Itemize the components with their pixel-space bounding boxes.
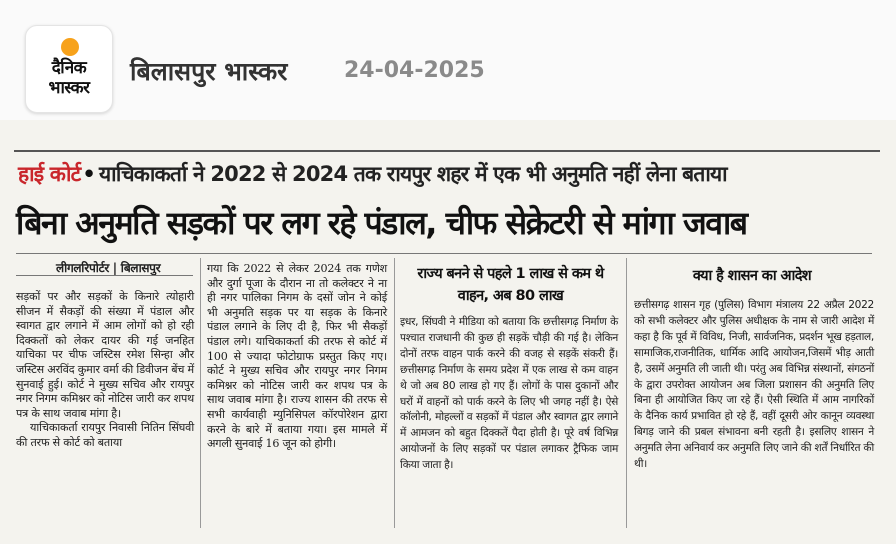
column-3: इधर, सिंघवी ने मीडिया को बताया कि छत्तीसगढ़ निर्माण के पश्चात राजधानी की कुछ ही सड़कें चौड़ी की गई है। लेकिन दोनों तरफ वाहन पार्क करने की वजह से सड़कें संकरी हैं। छत्तीसगढ़ निर्माण के समय प्रदेश में एक लाख से कम वाहन थे जो अब 80 लाख हो गए हैं। लोगों के पास दुकानों और घरों में वाहनों को पार्क करने के लिए भी जगह नहीं है। ऐसे कॉलोनी, मोहल्लों व सड़कों में पंडाल और स्वागत द्वार लगाने में आमजन को बहुत दिक्कतें पैदा होती है। पूरे वर्ष विभिन्न आयोजनों के लिए सड़कों पर पंडाल लगाकर ट्रैफिक जाम किया जाता है। [400, 316, 618, 472]
kicker [18, 160, 727, 188]
column-1 [16, 290, 194, 451]
column-divider-1 [200, 258, 201, 528]
top-rule [14, 150, 880, 152]
logo-text-line2: भास्कर [48, 78, 90, 98]
column-4: छत्तीसगढ़ शासन गृह (पुलिस) विभाग मंत्रालय 22 अप्रैल 2022 को सभी कलेक्टर और पुलिस अधीक्षक के नाम से जारी आदेश में कहा है कि पूर्व में विविध, निजी, सार्वजनिक, प्रदर्शन भूख हड़ताल, सामाजिक,राजनीतिक, धार्मिक आदि आयोजन,जिसमें भीड़ आती है, उसमें अनुमति ली जाती थी। परंतु अब विभिन्न संस्थानों, संगठनों के द्वारा उपरोक्त आयोजन अब जिला प्रशासन की अनुमति लिए बिना ही आयोजित किए जा रहे हैं। ऐसी स्थिति में आम नागरिकों के दैनिक कार्य प्रभावित हो रहे हैं, वहीं दूसरी ओर कानून व्यवस्था बिगड़ जाने की प्रबल संभावना बनी रहती है। इसलिए शासन ने अनुमति लेना अनिवार्य कर अनुमति लिए जाने की शर्तें निर्धारित की थी। [634, 299, 874, 471]
edition-date: 24-04-2025 [344, 58, 485, 83]
byline: लीगलरिपोर्टर | बिलासपुर [56, 261, 161, 275]
edition-name: बिलासपुर भास्कर [130, 57, 288, 86]
dainik-bhaskar-logo[interactable] [25, 25, 113, 113]
app-header [0, 0, 896, 120]
column-1-paragraph-1: सड़कों पर और सड़कों के किनारे त्योहारी सीजन में सैकड़ों की संख्या में पंडाल और स्वागत द्वार लगाने में आम लोगों को हो रही दिक्कतों को लेकर दायर की गई जनहित याचिका पर चीफ जस्टिस रमेश सिन्हा और जस्टिस अरविंद कुमार वर्मा की डिवीजन बेंच में सुनवाई हुई। कोर्ट ने मुख्य सचिव और रायपुर नगर निगम कमिश्नर को नोटिस जारी कर शपथ पत्र के साथ जवाब मांगा है। [16, 290, 194, 420]
kicker-bullet: • [82, 162, 95, 186]
column-3-heading: राज्य बनने से पहले 1 लाख से कम थे वाहन, अब 80 लाख [417, 266, 604, 304]
sun-icon [61, 38, 79, 56]
headline-rule [16, 253, 872, 254]
column-2: गया कि 2022 से लेकर 2024 तक गणेश और दुर्गा पूजा के दौरान ना तो कलेक्टर ने ना ही नगर पालिका निगम के दसों जोन ने कोई भी अनुमति सड़क पर या सड़क के किनारे पंडाल लगाने के लिए दी है, फिर भी सैकड़ों पंडाल लगे। याचिकाकर्ता की तरफ से कोर्ट में 100 से ज्यादा फोटोग्राफ प्रस्तुत किए गए। कोर्ट ने मुख्य सचिव और रायपुर नगर निगम कमिश्नर को नोटिस जारी कर शपथ पत्र के साथ जवाब मांगा है। राज्य शासन की तरफ से सभी कार्यवाही म्युनिसिपल कॉरपोरेशन द्वारा करने के बारे में बताया गया। इस मामले में अगली सुनवाई 16 जून को होगी। [207, 262, 387, 451]
kicker-text: याचिकाकर्ता ने 2022 से 2024 तक रायपुर शहर में एक भी अनुमति नहीं लेना बताया [99, 162, 727, 186]
column-4-heading: क्या है शासन का आदेश [692, 268, 812, 284]
column-divider-3 [626, 258, 627, 528]
byline-rule [16, 275, 193, 276]
column-1-paragraph-2: याचिकाकर्ता रायपुर निवासी नितिन सिंघवी की तरफ से कोर्ट को बताया [16, 421, 194, 449]
logo-text-line1: दैनिक [51, 58, 87, 78]
kicker-tag: हाई कोर्ट [18, 162, 81, 186]
column-divider-2 [394, 258, 395, 528]
headline: बिना अनुमति सड़कों पर लग रहे पंडाल, चीफ सेक्रेटरी से मांगा जवाब [16, 204, 747, 242]
